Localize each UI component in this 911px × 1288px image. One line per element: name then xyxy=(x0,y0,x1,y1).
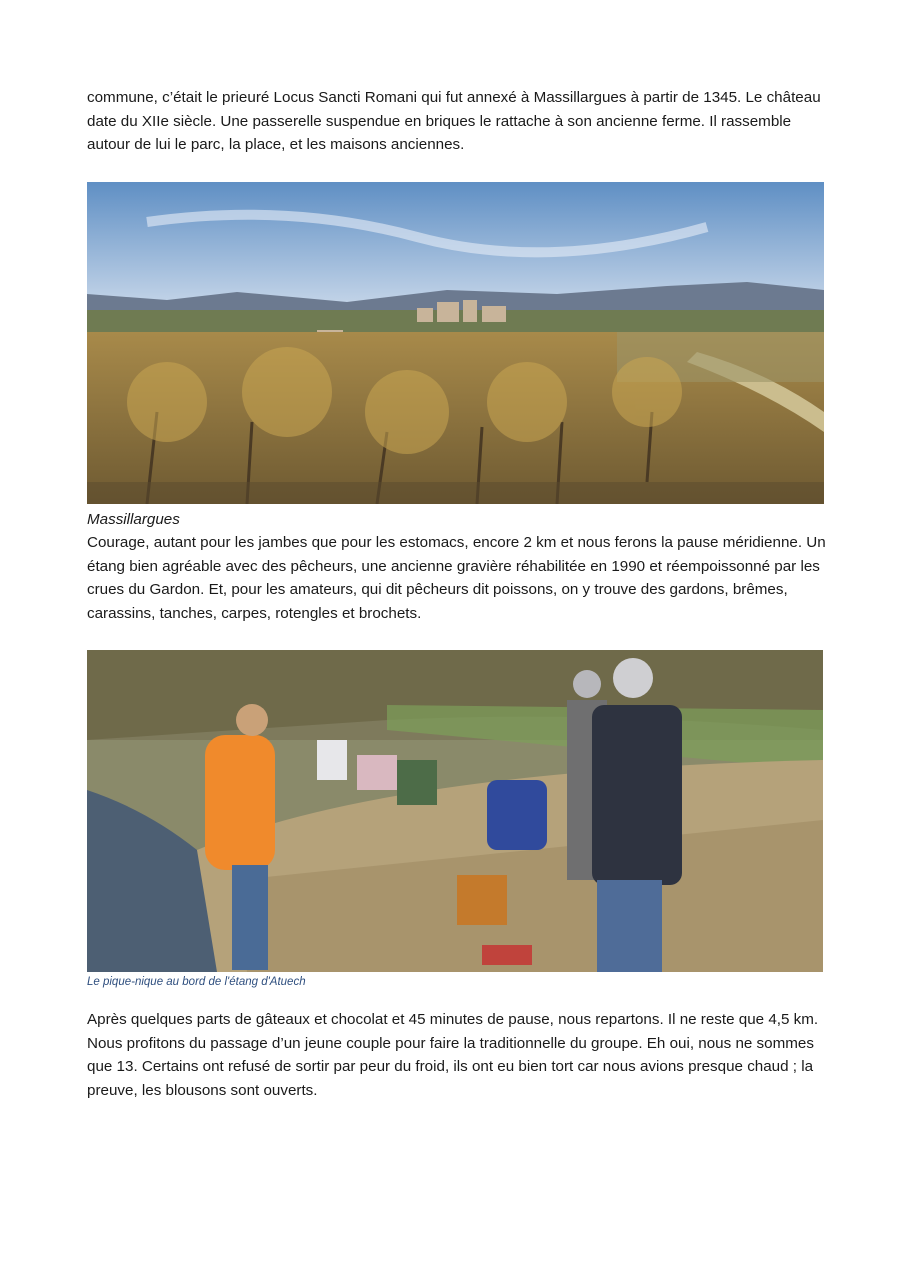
photo-1-caption: Massillargues xyxy=(87,511,180,528)
paragraph-3: Après quelques parts de gâteaux et chocolat et 45 minutes de pause, nous repartons. Il ne reste que 4,5 km. Nous profitons du passage d’un jeune couple pour faire la traditionnelle du groupe. Eh oui, nous ne sommes que 13. Certains ont refusé de sortir par peur du froid, ils ont eu bien tort car nous avions presque chaud ; la preuve, les blousons sont ouverts. xyxy=(87,1011,819,1099)
paragraph-1: commune, c’était le prieuré Locus Sancti Romani qui fut annexé à Massillargues à partir de 1345. Le château date du XIIe siècle. Une passerelle suspendue en briques le rattache à son ancienne ferme. Il rassemble autour de lui le parc, la place, et les maisons anciennes. xyxy=(87,89,821,153)
paragraph-2: Courage, autant pour les jambes que pour les estomacs, encore 2 km et nous ferons la pause méridienne. Un étang bien agréable avec des pêcheurs, une ancienne gravière réhabilitée en 1990 et réempoissonné par les crues du Gardon. Et, pour les amateurs, qui dit pêcheurs dit poissons, on y trouve des gardons, brêmes, carassins, tanches, carpes, rotengles et brochets. xyxy=(87,534,826,622)
picnic-photo xyxy=(87,650,823,972)
photo-2-caption: Le pique-nique au bord de l'étang d'Atuech xyxy=(87,976,306,988)
massillargues-photo xyxy=(87,182,824,504)
